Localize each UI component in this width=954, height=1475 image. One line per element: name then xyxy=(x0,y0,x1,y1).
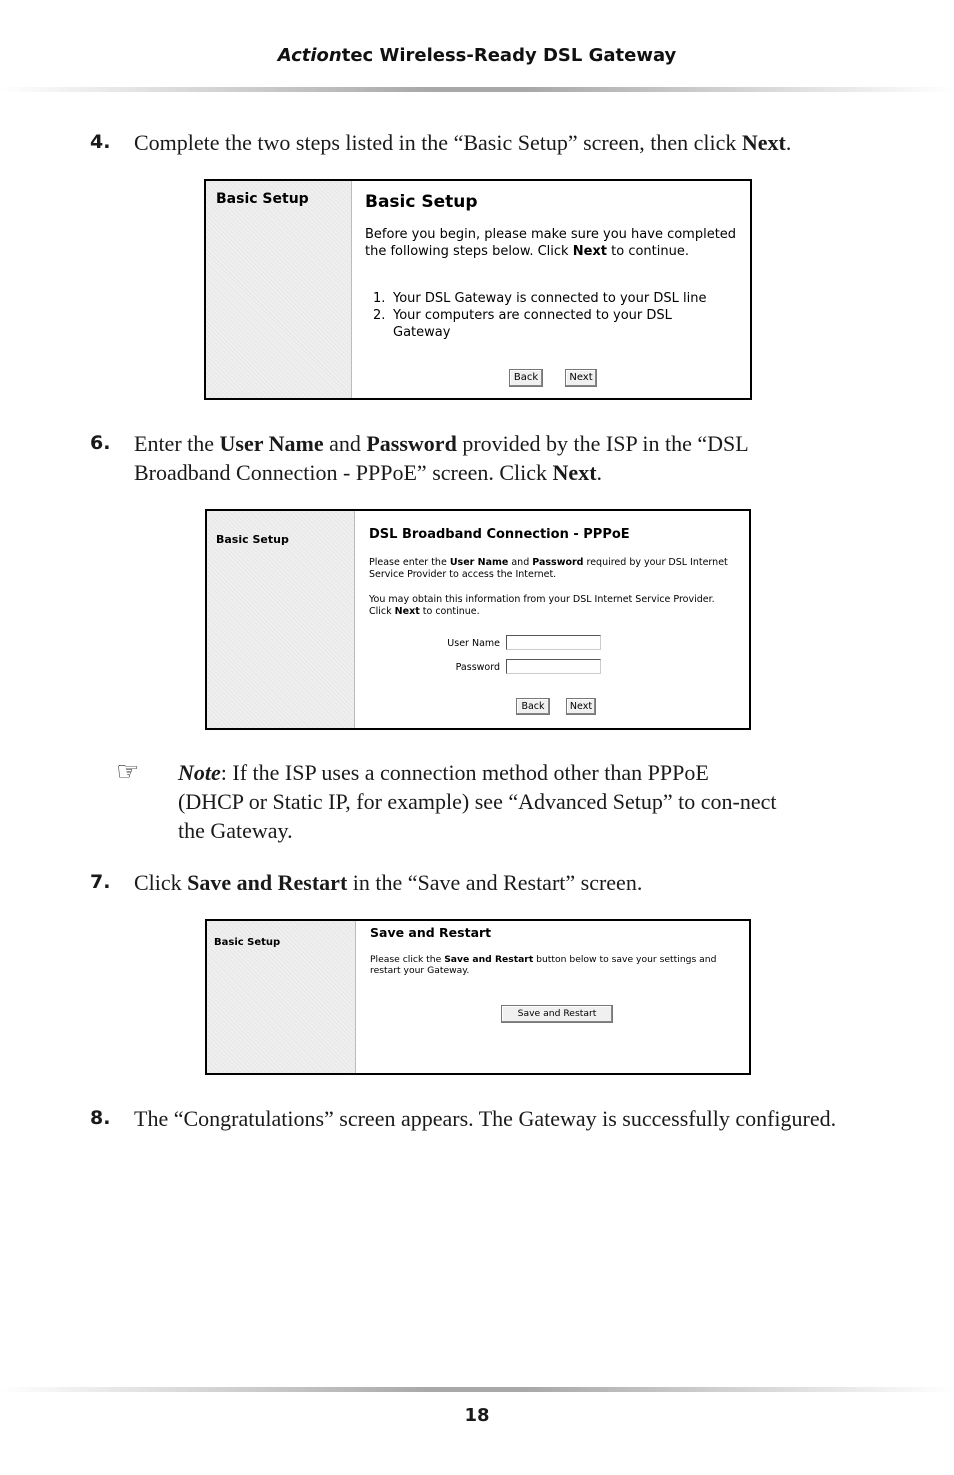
user-name-input[interactable] xyxy=(506,635,601,650)
basic-setup-screenshot xyxy=(204,179,752,400)
pointing-hand-icon: ☞ xyxy=(116,757,140,787)
password-input[interactable] xyxy=(506,659,601,674)
step-text: The “Congratulations” screen appears. The Gateway is successfully configured. xyxy=(134,1106,837,1131)
list-item: 1. Your DSL Gateway is connected to your DSL line xyxy=(373,291,707,306)
instructions-text: Please click the Save and Restart button below to save your settings and restart your Gateway. xyxy=(370,954,717,976)
main-panel xyxy=(356,921,749,1073)
page-title: Save and Restart xyxy=(370,925,492,940)
note-text: Note: If the ISP uses a connection method other than PPPoE (DHCP or Static IP, for example) see “Advanced Setup” to con-nect the Gateway. xyxy=(178,760,777,843)
brand-italic: Action xyxy=(277,45,342,66)
sidebar-label: Basic Setup xyxy=(214,937,281,948)
main-panel xyxy=(352,181,750,398)
main-panel xyxy=(355,511,749,728)
back-button[interactable]: Back xyxy=(509,369,543,387)
back-button[interactable]: Back xyxy=(516,698,550,715)
sidebar xyxy=(206,181,352,398)
running-header xyxy=(0,45,954,66)
instructions-text: Please enter the User Name and Password required by your DSL Internet Service Provider to access the Internet. xyxy=(369,557,728,580)
steps-list xyxy=(365,290,745,341)
step-number: 8. xyxy=(90,1107,111,1129)
next-button[interactable]: Next xyxy=(565,369,597,387)
step-text: Click Save and Restart in the “Save and Restart” screen. xyxy=(134,870,643,895)
page-title: DSL Broadband Connection - PPPoE xyxy=(369,527,630,542)
step-text: Complete the two steps listed in the “Basic Setup” screen, then click Next. xyxy=(134,130,792,155)
next-button[interactable]: Next xyxy=(566,698,596,715)
brand-rest: tec Wireless-Ready DSL Gateway xyxy=(341,45,677,66)
page-number: 18 xyxy=(464,1405,490,1426)
header-rule xyxy=(0,87,954,92)
step-number: 4. xyxy=(90,131,111,153)
isp-info-text: You may obtain this information from your DSL Internet Service Provider. Click Next to continue. xyxy=(369,594,715,617)
intro-text: Before you begin, please make sure you have completed the following steps below. Click Next to continue. xyxy=(365,227,737,259)
password-label: Password xyxy=(455,662,500,673)
page-title: Basic Setup xyxy=(365,192,478,212)
save-and-restart-button[interactable]: Save and Restart xyxy=(501,1005,613,1023)
sidebar xyxy=(207,511,355,728)
sidebar-label: Basic Setup xyxy=(216,533,289,546)
footer-rule xyxy=(0,1387,954,1392)
sidebar-label: Basic Setup xyxy=(216,191,309,207)
pppoe-screenshot xyxy=(205,509,751,730)
save-restart-screenshot xyxy=(205,919,751,1075)
user-name-label: User Name xyxy=(447,638,500,649)
step-number: 6. xyxy=(90,432,111,454)
step-number: 7. xyxy=(90,871,111,893)
sidebar xyxy=(207,921,356,1073)
list-item: 2. Your computers are connected to your DSL Gateway xyxy=(373,308,672,340)
step-text: Enter the User Name and Password provided by the ISP in the “DSL Broadband Connection - PPPoE” screen. Click Next. xyxy=(134,431,748,485)
